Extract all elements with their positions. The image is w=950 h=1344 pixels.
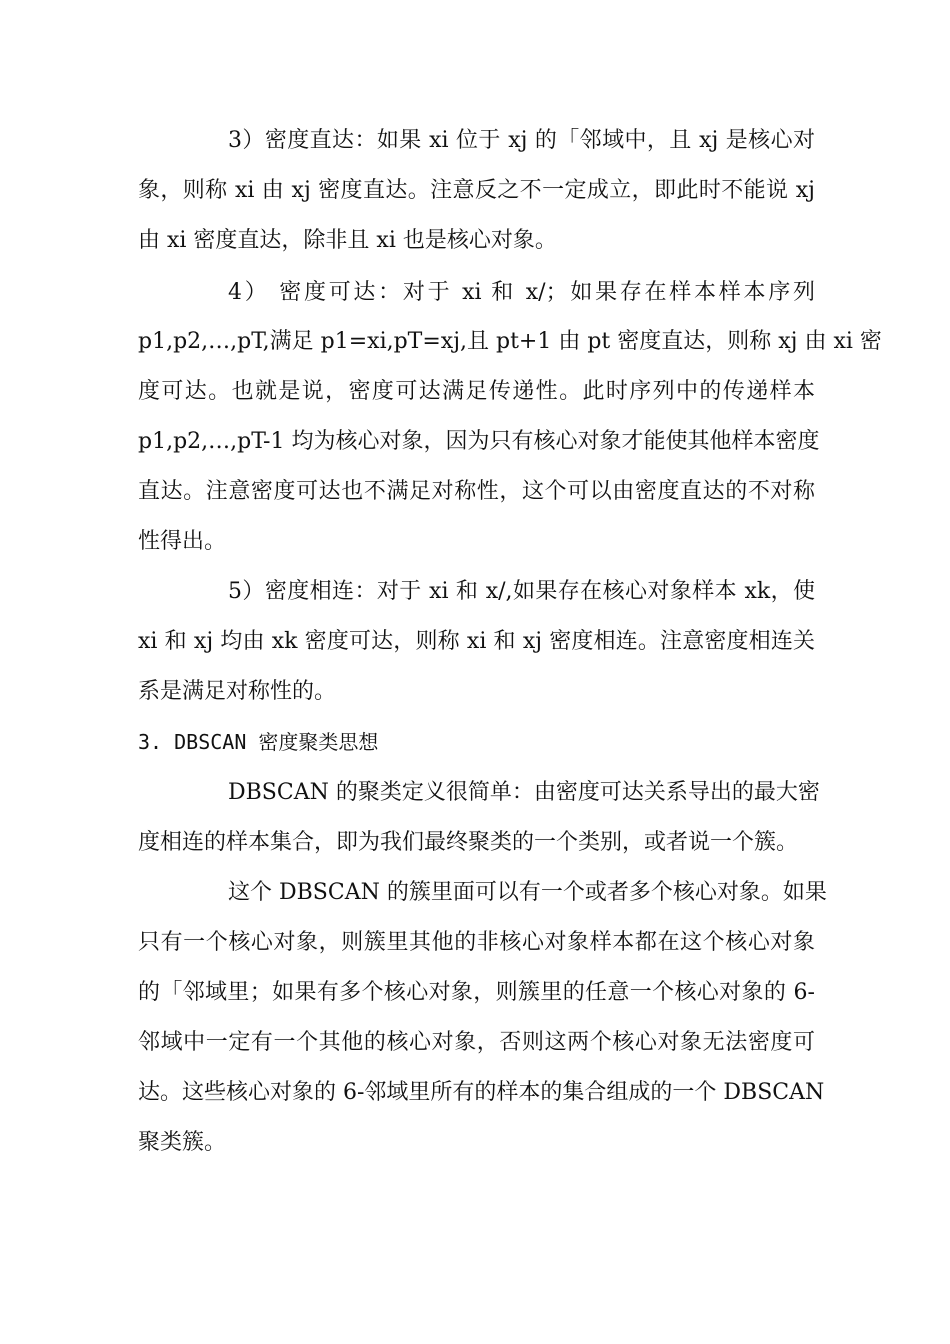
- paragraph-line: 只有一个核心对象，则簇里其他的非核心对象样本都在这个核心对象: [138, 930, 815, 955]
- paragraph-line: p1,p2,…,pT,满足 p1=xi,pT=xj,且 pt+1 由 pt 密度直达，则称 xj 由 xi 密: [138, 329, 882, 354]
- paragraph-line: 系是满足对称性的。: [138, 679, 337, 704]
- paragraph-line: 的「邻域里；如果有多个核心对象，则簇里的任意一个核心对象的 6-: [138, 980, 815, 1005]
- paragraph-line: 度可达。也就是说，密度可达满足传递性。此时序列中的传递样本: [138, 379, 815, 404]
- paragraph-line: 聚类簇。: [138, 1130, 227, 1155]
- paragraph-line: 这个 DBSCAN 的簇里面可以有一个或者多个核心对象。如果: [228, 880, 827, 905]
- paragraph-line: 由 xi 密度直达，除非且 xi 也是核心对象。: [138, 228, 557, 253]
- paragraph-line: 象，则称 xi 由 xj 密度直达。注意反之不一定成立，即此时不能说 xj: [138, 178, 815, 203]
- paragraph-line: p1,p2,…,pT-1 均为核心对象，因为只有核心对象才能使其他样本密度: [138, 429, 820, 454]
- paragraph-line: 度相连的样本集合，即为我们最终聚类的一个类别，或者说一个簇。: [138, 830, 799, 855]
- paragraph-line: DBSCAN 的聚类定义很简单：由密度可达关系导出的最大密: [228, 780, 820, 805]
- paragraph-line: 邻域中一定有一个其他的核心对象，否则这两个核心对象无法密度可: [138, 1030, 815, 1055]
- section-heading: 3. DBSCAN 密度聚类思想: [138, 730, 379, 754]
- paragraph-line: 3）密度直达：如果 xi 位于 xj 的「邻域中，且 xj 是核心对: [228, 128, 815, 153]
- paragraph-line: 4） 密度可达：对于 xi 和 x/；如果存在样本样本序列: [228, 280, 815, 305]
- paragraph-line: 达。这些核心对象的 6-邻域里所有的样本的集合组成的一个 DBSCAN: [138, 1080, 825, 1105]
- paragraph-line: xi 和 xj 均由 xk 密度可达，则称 xi 和 xj 密度相连。注意密度相连关: [138, 629, 815, 654]
- paragraph-line: 性得出。: [138, 529, 227, 554]
- paragraph-line: 直达。注意密度可达也不满足对称性，这个可以由密度直达的不对称: [138, 479, 815, 504]
- paragraph-line: 5）密度相连：对于 xi 和 x/,如果存在核心对象样本 xk，使: [228, 579, 815, 604]
